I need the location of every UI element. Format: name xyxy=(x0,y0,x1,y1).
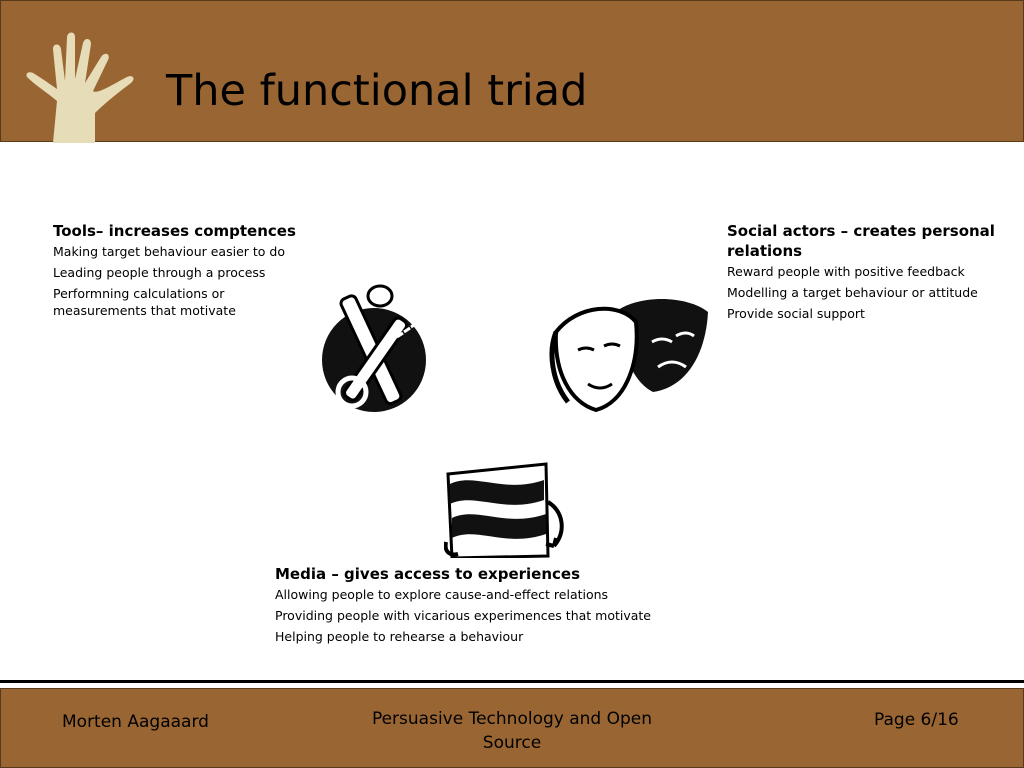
media-item: Providing people with vicarious experimences that motivate xyxy=(275,608,651,623)
tools-section xyxy=(53,221,303,323)
tools-item: Leading people through a process xyxy=(53,265,266,280)
social-actors-heading: Social actors – creates personal relations xyxy=(727,222,995,260)
tools-item: Making target behaviour easier to do xyxy=(53,244,285,259)
tools-clipart-icon xyxy=(322,282,437,427)
media-item: Allowing people to explore cause-and-effect relations xyxy=(275,587,609,602)
media-flag-clipart-icon xyxy=(444,462,574,558)
slide-title: The functional triad xyxy=(166,66,588,116)
social-actors-section xyxy=(727,221,1007,326)
page-number: Page 6/16 xyxy=(874,710,959,730)
social-actors-item: Modelling a target behaviour or attitude xyxy=(727,285,978,300)
footer-topic: Persuasive Technology and Open Source xyxy=(371,709,653,753)
footer-author: Morten Aagaaard xyxy=(62,712,209,732)
media-heading: Media – gives access to experiences xyxy=(275,565,581,583)
tools-heading: Tools– increases comptences xyxy=(53,222,296,240)
header-band xyxy=(0,0,1024,142)
footer-band xyxy=(0,688,1024,768)
media-item: Helping people to rehearse a behaviour xyxy=(275,629,524,644)
theatre-masks-clipart-icon xyxy=(548,292,713,417)
tools-item: Performning calculations or measurements that motivate xyxy=(53,286,236,318)
raised-hand-icon xyxy=(23,29,139,143)
media-section xyxy=(275,564,695,649)
footer-divider xyxy=(0,680,1024,683)
social-actors-item: Reward people with positive feedback xyxy=(727,264,965,279)
social-actors-item: Provide social support xyxy=(727,306,865,321)
